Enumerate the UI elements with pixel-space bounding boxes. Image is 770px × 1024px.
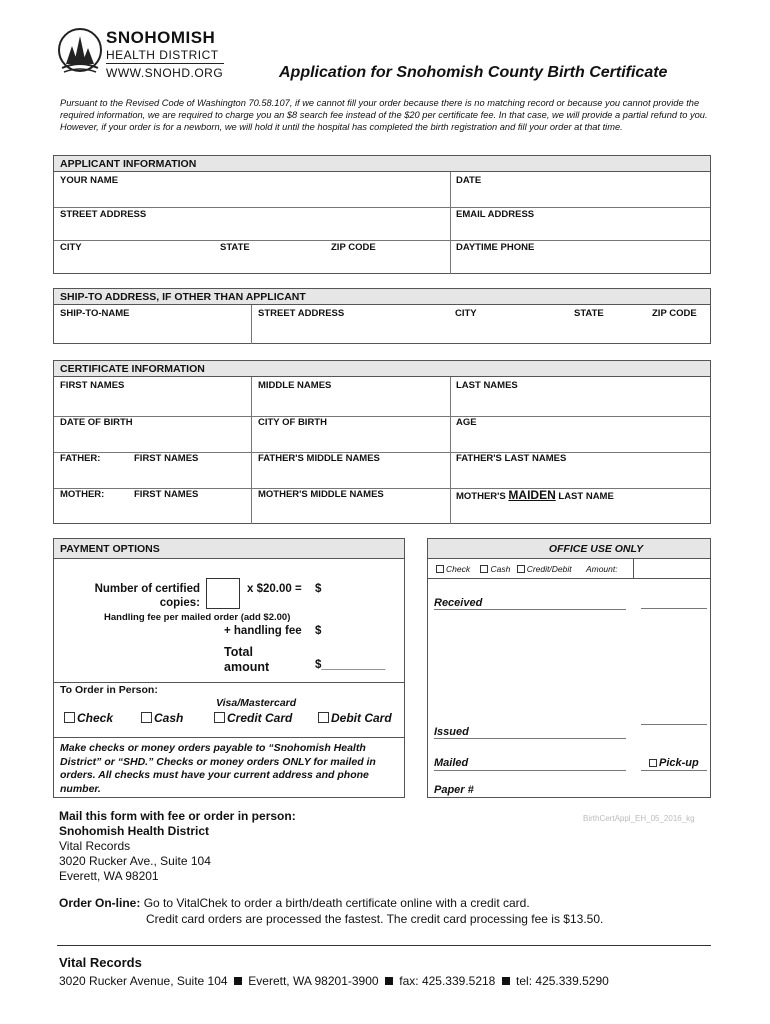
applicant-heading: APPLICANT INFORMATION xyxy=(54,156,710,172)
shipto-heading: SHIP-TO ADDRESS, IF OTHER THAN APPLICANT xyxy=(54,289,710,305)
dob-field[interactable]: DATE OF BIRTH xyxy=(60,417,133,428)
city-field[interactable]: CITY xyxy=(60,242,82,253)
bullet-icon xyxy=(234,977,242,985)
footer-title: Vital Records xyxy=(59,955,142,970)
handling-label: + handling fee xyxy=(224,625,302,637)
shipto-zip-field[interactable]: ZIP CODE xyxy=(652,308,697,319)
email-field[interactable]: EMAIL ADDRESS xyxy=(456,209,535,220)
mail-line2: Snohomish Health District xyxy=(59,824,210,838)
debit-checkbox[interactable] xyxy=(318,712,329,723)
handling-field[interactable]: $ xyxy=(315,625,322,637)
logo-divider xyxy=(106,63,224,64)
shipto-section xyxy=(53,288,711,344)
certificate-heading: CERTIFICATE INFORMATION xyxy=(54,361,710,377)
mother-first-field[interactable]: FIRST NAMES xyxy=(134,489,199,500)
total-field[interactable]: $__________ xyxy=(315,659,386,671)
office-cash-checkbox[interactable] xyxy=(480,565,488,573)
logo xyxy=(58,24,258,84)
footer-divider xyxy=(57,945,711,946)
bullet-icon xyxy=(502,977,510,985)
subtotal-field[interactable]: $ xyxy=(315,583,322,595)
payment-section xyxy=(53,538,405,798)
online-label: Order On-line: xyxy=(59,896,141,910)
visa-label: Visa/Mastercard xyxy=(216,697,297,709)
online-block xyxy=(59,895,719,927)
checks-note: Make checks or money orders payable to “Snohomish Health District” or “SHD.” Checks or money orders ONLY for mailed in orders. All checks must have your current address and phone number. xyxy=(60,742,376,795)
check-checkbox[interactable] xyxy=(64,712,75,723)
credit-option[interactable]: Credit Card xyxy=(214,711,292,725)
mailed-field[interactable]: Mailed xyxy=(434,757,469,769)
father-last-field[interactable]: FATHER'S LAST NAMES xyxy=(456,453,567,464)
middle-names-field[interactable]: MIDDLE NAMES xyxy=(258,380,332,391)
age-field[interactable]: AGE xyxy=(456,417,477,428)
office-pay-types xyxy=(436,564,706,574)
shipto-street-field[interactable]: STREET ADDRESS xyxy=(258,308,345,319)
street-field[interactable]: STREET ADDRESS xyxy=(60,209,147,220)
logo-emblem-icon xyxy=(58,24,102,80)
cash-checkbox[interactable] xyxy=(141,712,152,723)
applicant-section xyxy=(53,155,711,274)
pickup-checkbox[interactable] xyxy=(649,759,657,767)
form-code: BirthCertAppl_EH_05_2016_kg xyxy=(583,814,695,823)
shipto-state-field[interactable]: STATE xyxy=(574,308,604,319)
zip-field[interactable]: ZIP CODE xyxy=(331,242,376,253)
footer-tel: tel: 425.339.5290 xyxy=(516,974,609,988)
father-middle-field[interactable]: FATHER'S MIDDLE NAMES xyxy=(258,453,380,464)
price-label: x $20.00 = xyxy=(247,583,302,595)
shipto-city-field[interactable]: CITY xyxy=(455,308,477,319)
father-first-field[interactable]: FIRST NAMES xyxy=(134,453,199,464)
mother-label: MOTHER: xyxy=(60,489,105,500)
office-heading: OFFICE USE ONLY xyxy=(428,539,710,559)
logo-url: WWW.SNOHD.ORG xyxy=(106,66,224,80)
logo-sub1: HEALTH DISTRICT xyxy=(106,48,219,62)
page-title: Application for Snohomish County Birth Certificate xyxy=(279,64,668,81)
issued-field[interactable]: Issued xyxy=(434,726,469,738)
payment-heading: PAYMENT OPTIONS xyxy=(54,539,404,559)
total-label: Total amount xyxy=(224,645,270,674)
office-credit-checkbox[interactable] xyxy=(517,565,525,573)
num-copies-input[interactable] xyxy=(206,578,240,609)
mail-line5: Everett, WA 98201 xyxy=(59,869,159,883)
father-label: FATHER: xyxy=(60,453,101,464)
logo-name: SNOHOMISH xyxy=(106,28,216,47)
mother-last-field[interactable]: MOTHER'S MAIDEN LAST NAME xyxy=(456,488,614,502)
received-field[interactable]: Received xyxy=(434,597,483,609)
footer-city: Everett, WA 98201-3900 xyxy=(248,974,379,988)
city-of-birth-field[interactable]: CITY OF BIRTH xyxy=(258,417,327,428)
pickup-option[interactable]: Pick-up xyxy=(649,757,699,769)
mail-line4: 3020 Rucker Ave., Suite 104 xyxy=(59,854,211,868)
footer-addr: 3020 Rucker Avenue, Suite 104 xyxy=(59,974,228,988)
in-person-label: To Order in Person: xyxy=(60,684,158,696)
first-names-field[interactable]: FIRST NAMES xyxy=(60,380,125,391)
bullet-icon xyxy=(385,977,393,985)
your-name-field[interactable]: YOUR NAME xyxy=(60,175,119,186)
online-text2: Credit card orders are processed the fastest. The credit card processing fee is $13.50. xyxy=(146,912,604,926)
office-credit-option[interactable]: Credit/Debit xyxy=(517,564,572,574)
state-field[interactable]: STATE xyxy=(220,242,250,253)
num-copies-label: Number of certified copies: xyxy=(94,583,200,609)
footer-contact xyxy=(59,974,609,988)
office-cash-option[interactable]: Cash xyxy=(480,564,510,574)
mail-line1: Mail this form with fee or order in person: xyxy=(59,809,296,823)
cash-option[interactable]: Cash xyxy=(141,711,183,725)
office-check-checkbox[interactable] xyxy=(436,565,444,573)
last-names-field[interactable]: LAST NAMES xyxy=(456,380,518,391)
online-text1: Go to VitalChek to order a birth/death certificate online with a credit card. xyxy=(143,896,530,910)
phone-field[interactable]: DAYTIME PHONE xyxy=(456,242,535,253)
check-option[interactable]: Check xyxy=(64,711,113,725)
paper-field[interactable]: Paper # xyxy=(434,784,474,796)
maiden-emphasis: MAIDEN xyxy=(508,488,556,502)
date-field[interactable]: DATE xyxy=(456,175,482,186)
mail-line3: Vital Records xyxy=(59,839,131,853)
debit-option[interactable]: Debit Card xyxy=(318,711,392,725)
office-check-option[interactable]: Check xyxy=(436,564,470,574)
footer-fax: fax: 425.339.5218 xyxy=(399,974,496,988)
shipto-name-field[interactable]: SHIP-TO-NAME xyxy=(60,308,130,319)
office-amount-label: Amount: xyxy=(585,564,618,574)
mother-middle-field[interactable]: MOTHER'S MIDDLE NAMES xyxy=(258,489,384,500)
intro-text: Pursuant to the Revised Code of Washington 70.58.107, if we cannot fill your order because there is no matching record or because you cannot provide the required information, we are required to charge you an $8 search fee instead of the $20 per certificate fee. In that case, we will provide a partial refund to you. However, if your order is for a newborn, we will hold it until the hospital has completed the birth registration and fill your order at that time. xyxy=(60,98,708,132)
handling-note: Handling fee per mailed order (add $2.00) xyxy=(104,612,291,623)
office-section xyxy=(427,538,711,798)
mail-block xyxy=(59,809,296,884)
credit-checkbox[interactable] xyxy=(214,712,225,723)
certificate-section xyxy=(53,360,711,524)
